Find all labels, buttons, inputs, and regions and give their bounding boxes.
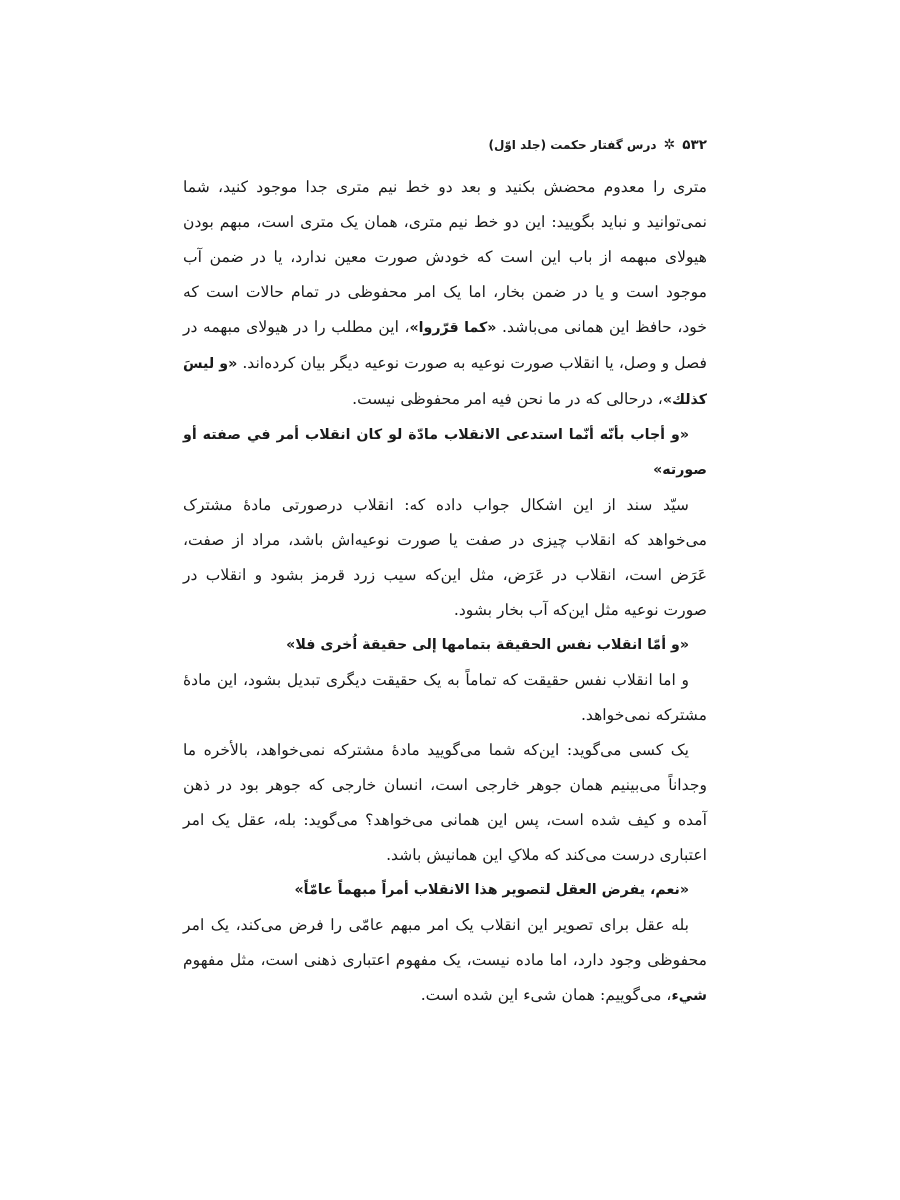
running-head <box>183 134 707 156</box>
flower-ornament-icon: ✲ <box>663 137 676 153</box>
book-title: درس گفتار حکمت (جلد اوّل) <box>488 138 657 152</box>
paragraph-text: ، درحالی که در ما نحن فیه امر محفوظی نیست. <box>352 390 663 408</box>
paragraph-text: ، این مطلب را در هیولای مبهمه در فصل و وصل، یا انقلاب صورت نوعیه به صورت نوعیه دیگر بیان کرده‌اند. <box>183 318 707 372</box>
paragraph-text: بله عقل برای تصویر این انقلاب یک امر مبهم عامّی را فرض می‌کند، یک امر محفوظی وجود دارد، اما ماده نیست، یک مفهوم اعتباری ذهنی است، مثل مفهوم <box>183 916 707 969</box>
arabic-citation: «و لیسَ کذلك» <box>183 356 707 408</box>
arabic-quote: «نعم، یفرض العقل لتصویر هذا الانقلاب أمراً مبهماً عامّاً» <box>294 882 689 898</box>
emphasized-term: شيء <box>671 988 707 1004</box>
arabic-quote: «و أجاب بأنّه أنّما استدعی الانقلاب مادّة لو کان انقلاب أمر في صفته أو صورته» <box>183 427 707 478</box>
arabic-quote: «و أمّا انقلاب نفس الحقیقة بتمامها إلی حقیقة اُخری فلا» <box>286 637 689 653</box>
paragraph: و اما انقلاب نفس حقیقت که تماماً به یک حقیقت دیگری تبدیل بشود، این مادهٔ مشترکه نمی‌خواهد. <box>183 671 707 724</box>
body-text <box>183 170 707 1014</box>
book-page <box>183 134 707 1014</box>
paragraph: یک کسی می‌گوید: این‌که شما می‌گویید مادهٔ مشترکه نمی‌خواهد، بالأخره ما وجداناً می‌بینیم همان جوهر خارجی است، انسان خارجی که جوهر بود در ذهن آمده و کیف شده است، پس این همانی می‌خواهد؟ می‌گوید: بله، عقل یک امر اعتباری درست می‌کند که ملاکِ این همانیش باشد. <box>183 741 707 864</box>
paragraph <box>183 908 707 1014</box>
paragraph <box>183 170 707 418</box>
page-number: ۵۳۲ <box>682 137 707 153</box>
paragraph-text: ، می‌گوییم: همان شیء این شده است. <box>420 986 672 1004</box>
paragraph-text: متری را معدوم محضش بکنید و بعد دو خط نیم متری جدا موجود کنید، شما نمی‌توانید و نباید بگویید: این دو خط نیم متری، همان یک متری است، مبهم بودن هیولای مبهمه از باب این است که خودش صورت معین ندارد، یا در ضمن آب موجود است و یا در ضمن بخار، اما یک امر محفوظی در تمام حالات است که خود، حافظ این همانی می‌باشد. <box>183 178 707 336</box>
arabic-citation: «کما قرّروا» <box>409 320 497 336</box>
paragraph: سیّد سند از این اشکال جواب داده که: انقلاب درصورتی مادهٔ مشترک می‌خواهد که انقلاب چیزی در صفت یا صورت نوعیه‌اش باشد، مراد از صفت، عَرَض است، انقلاب در عَرَض، مثل این‌که سیب زرد قرمز بشود و انقلاب در صورت نوعیه مثل این‌که آب بخار بشود. <box>183 496 707 619</box>
